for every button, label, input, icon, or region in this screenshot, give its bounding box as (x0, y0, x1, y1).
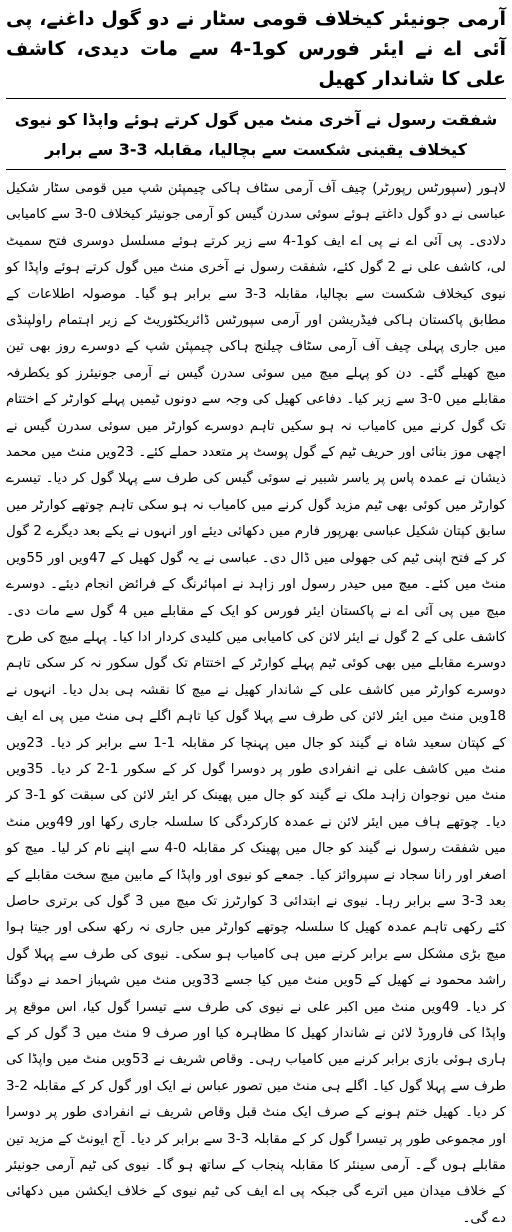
article-subheadline: شفقت رسول نے آخری منٹ میں گول کرتے ہوئے واپڈا کو نیوی کیخلاف یقینی شکست سے بچالیا، مقابلہ 3-3 سے برابر (14, 110, 498, 159)
subheadline-divider (6, 169, 506, 170)
article-headline: آرمی جونیئر کیخلاف قومی سٹار نے دو گول داغنے، پی آئی اے نے ایئر فورس کو1-4 سے مات دیدی، کاشف علی کا شاندار کھیل (6, 8, 506, 90)
headline-divider (6, 98, 506, 99)
article-body: لاہور (سپورٹس رپورٹر) چیف آف آرمی سٹاف ہاکی چیمپئن شپ میں قومی سٹار شکیل عباسی نے دو گول داغتے ہوئے سوئی سدرن گیس کو آرمی جونیئر کیخلاف 0-3 سے کامیابی دلادی۔ پی آئی اے نے پی اے ایف کو1-4 سے زیر کرتے ہوئے مسلسل دوسری فتح سمیٹ لی، کاشف علی نے 2 گول کئے، شفقت رسول نے آخری منٹ میں گول کرتے ہوئے واپڈا کو نیوی کیخلاف شکست سے بچالیا، مقابلہ 3-3 سے برابر ہو گیا۔ موصولہ اطلاعات کے مطابق پاکستان ہاکی فیڈریشن اور آرمی سپورٹس ڈائریکٹوریٹ کے زیر اہتمام راولپنڈی میں جاری پہلی چیف آف آرمی سٹاف چیلنج ہاکی چیمپئن شپ کے دوسرے روز بھی تین میچ کھیلے گئے۔ دن کو پہلے میچ میں سوئی سدرن گیس نے آرمی جونیئرز کو یکطرفہ مقابلے میں 0-3 سے زیر کیا۔ دفاعی کھیل کی وجہ سے دونوں ٹیمیں پہلے کوارٹر کے اختتام تک گول کرنے میں کامیاب نہ ہو سکیں تاہم دوسرے کوارٹر میں سوئی سدرن گیس نے اچھی موز بنائی اور حریف ٹیم کے گول پوسٹ پر متعدد حملے کئے۔ 23ویں منٹ میں محمد ذیشان نے عمدہ پاس پر یاسر شبیر نے سوئی گیس کی طرف سے پہلا گول کر دیا۔ تیسرے کوارٹر میں کوئی بھی ٹیم مزید گول کرنے میں کامیاب نہ ہو سکی تاہم چوتھے کوارٹر میں سابق کپتان شکیل عباسی بھرپور فارم میں دکھائی دیئے اور انہوں نے یکے بعد دیگرے 2 گول کر کے فتح اپنی ٹیم کی جھولی میں ڈال دی۔ عباسی نے یہ گول کھیل کے 47ویں اور 55ویں منٹ میں کئے۔ میچ میں حیدر رسول اور زاہد نے امپائرنگ کے فرائض انجام دیئے۔ دوسرے میچ میں پی آئی اے نے پاکستان ایئر فورس کو ایک کے مقابلے میں 4 گول سے مات دی۔ کاشف علی کے 2 گول نے ایئر لائن کی کامیابی میں کلیدی کردار ادا کیا۔ پہلے میچ کی طرح دوسرے مقابلے میں بھی کوئی ٹیم پہلے کوارٹر کے اختتام تک گول سکور نہ کر سکی تاہم دوسرے کوارٹر میں کاشف علی کے شاندار کھیل نے میچ کا نقشہ ہی بدل دیا۔ انہوں نے 18ویں منٹ میں ایئر لائن کی طرف سے پہلا گول کیا تاہم اگلے ہی منٹ میں پی اے ایف کے کپتان سعید شاہ نے گیند کو جال میں پہنچا کر مقابلہ 1-1 سے برابر کر دیا۔ 23ویں منٹ میں کاشف علی نے انفرادی طور پر دوسرا گول کر کے سکور 1-2 کر دیا۔ 35ویں منٹ میں نوجوان زاہد ملک نے گیند کو جال میں پھینک کر ایئر لائن کی سبقت کو 1-3 کر دیا۔ چوتھے ہاف میں ایئر لائن نے عمدہ کارکردگی کا سلسلہ جاری رکھا اور 49ویں منٹ میں شفقت رسول نے گیند کو جال میں پھینک کر مقابلہ 0-4 سے اپنے نام کر لیا۔ میچ کو اصغر اور رانا سجاد نے سپروائز کیا۔ جمعے کو نیوی اور واپڈا کے مابین میچ سخت مقابلے کے بعد 3-3 سے برابر رہا۔ نیوی نے ابتدائی 3 کوارٹرز تک میچ میں 3 گول کی برتری حاصل کئے رکھی تاہم عمدہ کھیل کا سلسلہ چوتھے کوارٹر میں جاری نہ رکھ سکی اور جیتا ہوا میچ بڑی مشکل سے برابر کرنے میں ہی کامیاب ہو سکی۔ نیوی کی طرف سے پہلا گول راشد محمود نے کھیل کے 5ویں منٹ میں کیا جسے 33ویں منٹ میں شہباز احمد نے دوگنا کر دیا۔ 49ویں منٹ میں اکبر علی نے نیوی کی طرف سے تیسرا گول کیا، اس موقع پر واپڈا کی فارورڈ لائن نے شاندار کھیل کا مظاہرہ کیا اور صرف 9 منٹ میں 3 گول کر کے ہاری ہوئی بازی برابر کرنے میں کامیاب رہی۔ وقاص شریف نے 53ویں منٹ میں واپڈا کی طرف سے پہلا گول کیا۔ اگلے ہی منٹ میں تصور عباس نے ایک اور گول کر کے مقابلہ 2-3 کر دیا۔ کھیل ختم ہونے کے صرف ایک منٹ قبل وقاص شریف نے انفرادی طور پر دوسرا اور مجموعی طور پر تیسرا گول کر کے مقابلہ 3-3 سے برابر کر دیا۔ آج ایونٹ کے مزید تین مقابلے ہوں گے۔ آرمی سینئر کا مقابلہ پنجاب کے ساتھ ہو گا۔ نیوی کی ٹیم آرمی جونیئر کے خلاف میدان میں اترے گی جبکہ پی اے ایف کی ٹیم نیوی کے خلاف ایکشن میں دکھائی دے گی۔ (6, 181, 507, 1226)
